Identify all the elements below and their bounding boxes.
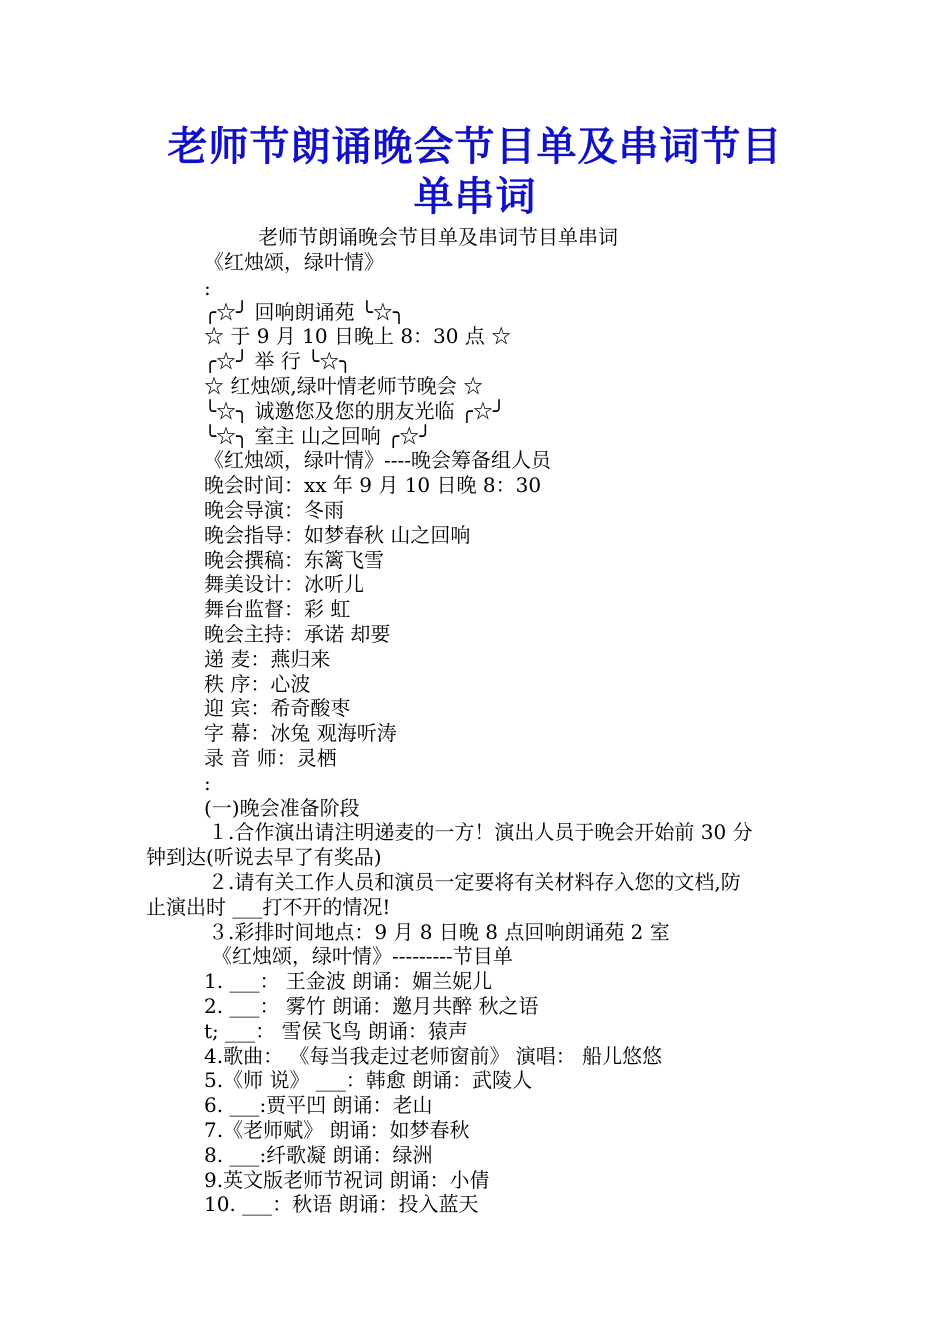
text-line: 舞美设计：冰听儿 [204, 572, 364, 596]
text-line: : [204, 276, 211, 300]
text-line: 5.《师 说》 ___：韩愈 朗诵：武陵人 [204, 1068, 533, 1092]
text-line: 录 音 师：灵栖 [204, 746, 337, 770]
text-line: : [204, 771, 211, 795]
document-title [120, 122, 830, 222]
text-line: ☆ 于 9 月 10 日晚上 8：30 点 ☆ [204, 324, 512, 348]
text-line: 字 幕：冰兔 观海听涛 [204, 721, 397, 745]
text-line: 止演出时 ___打不开的情况! [146, 895, 391, 919]
text-line: ２.请有关工作人员和演员一定要将有关材料存入您的文档,防 [208, 870, 741, 894]
text-line: (一)晚会准备阶段 [204, 796, 360, 820]
text-line: 6. ___:贾平凹 朗诵：老山 [204, 1093, 433, 1117]
text-line: ３.彩排时间地点：9 月 8 日晚 8 点回响朗诵苑 2 室 [208, 920, 670, 944]
text-line: 迎 宾：希奇酸枣 [204, 696, 351, 720]
text-line: 1. ___： 王金波 朗诵：媚兰妮儿 [204, 969, 493, 993]
text-line: 晚会时间：xx 年 9 月 10 日晚 8：30 [204, 473, 542, 497]
text-line: 《红烛颂，绿叶情》----晚会筹备组人员 [204, 448, 552, 472]
text-line: 4.歌曲： 《每当我走过老师窗前》 演唱： 船儿悠悠 [204, 1044, 663, 1068]
text-line: 9.英文版老师节祝词 朗诵：小倩 [204, 1168, 490, 1192]
text-line: 晚会撰稿：东篱飞雪 [204, 548, 384, 572]
text-line: 秩 序：心波 [204, 672, 311, 696]
text-line: ╭☆╯ 回响朗诵苑 ╰☆╮ [204, 300, 405, 324]
text-line: 2. ___： 雾竹 朗诵：邀月共醉 秋之语 [204, 994, 539, 1018]
text-line: 晚会导演：冬雨 [204, 498, 344, 522]
text-line: 《红烛颂，绿叶情》 [204, 250, 384, 274]
text-line: ╰☆╮ 室主 山之回响 ╭☆╯ [204, 424, 432, 448]
text-line: 8. ___:纤歌凝 朗诵：绿洲 [204, 1143, 433, 1167]
title-line-1: 老师节朗诵晚会节目单及串词节目 [167, 123, 783, 170]
text-line: 10. ___：秋语 朗诵：投入蓝天 [204, 1192, 479, 1216]
title-line-2: 单串词 [413, 173, 537, 220]
text-line: 钟到达(听说去早了有奖品) [146, 845, 382, 869]
text-line: 递 麦：燕归来 [204, 647, 331, 671]
text-line: 晚会主持：承诺 却要 [204, 622, 391, 646]
text-line: ╭☆╯ 举 行 ╰☆╮ [204, 349, 352, 373]
text-line: 舞台监督：彩 虹 [204, 597, 351, 621]
text-line: ☆ 红烛颂,绿叶情老师节晚会 ☆ [204, 374, 484, 398]
text-line: 7.《老师赋》 朗诵：如梦春秋 [204, 1118, 470, 1142]
document-subtitle: 老师节朗诵晚会节目单及串词节目单串词 [258, 225, 618, 249]
text-line: 晚会指导：如梦春秋 山之回响 [204, 523, 471, 547]
text-line: 《红烛颂，绿叶情》---------节目单 [212, 944, 513, 968]
text-line: t; ___： 雪侯飞鸟 朗诵：猿声 [204, 1019, 468, 1043]
text-line: １.合作演出请注明递麦的一方！演出人员于晚会开始前 30 分 [208, 820, 753, 844]
text-line: ╰☆╮ 诚邀您及您的朋友光临 ╭☆╯ [204, 399, 505, 423]
